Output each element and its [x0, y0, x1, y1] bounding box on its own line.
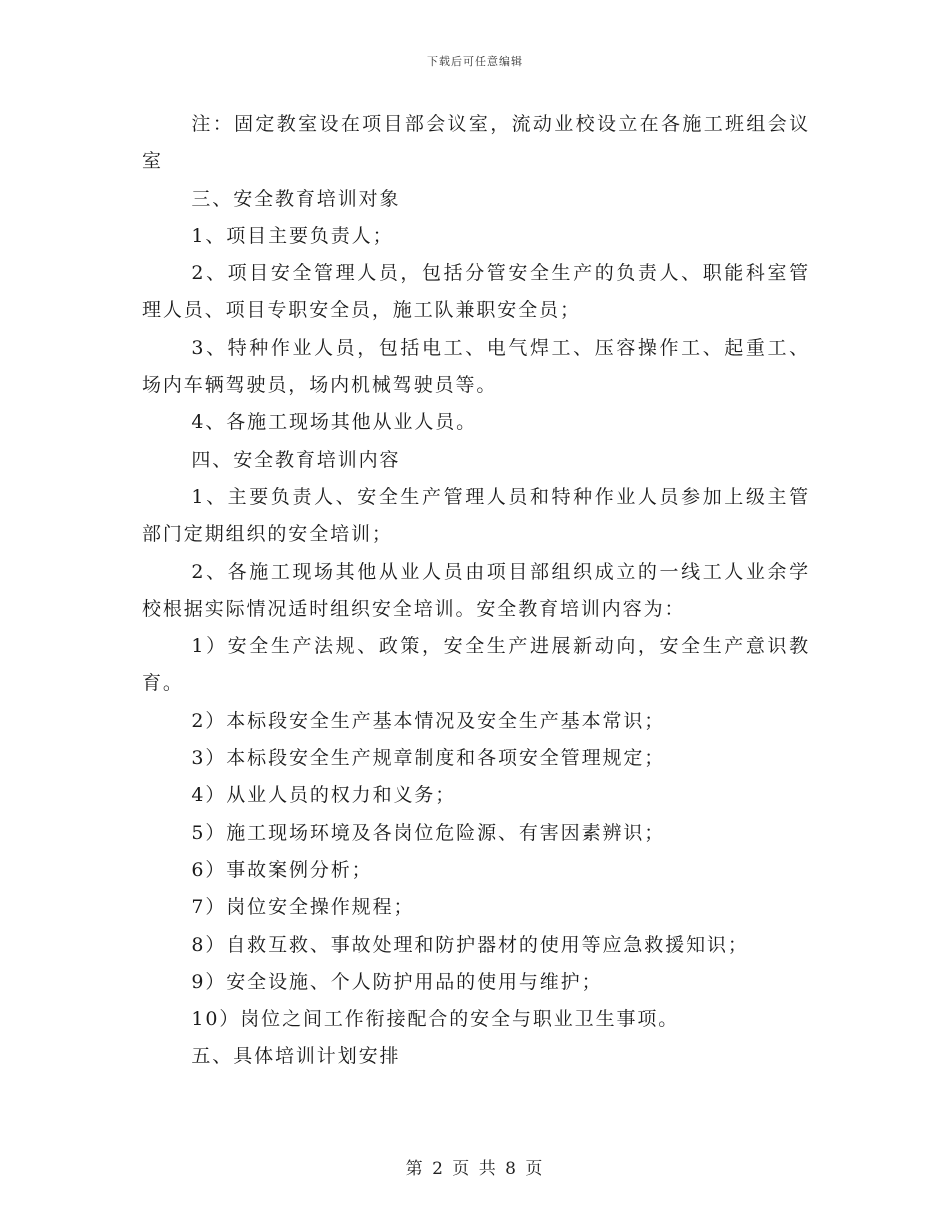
- section-heading-training-targets: 三、安全教育培训对象: [191, 187, 401, 210]
- sub-list-item: 3）本标段安全生产规章制度和各项安全管理规定；: [191, 747, 666, 770]
- list-item: 2、项目安全管理人员，包括分管安全生产的负责人、职能科室管理人员、项目专职安全员，施工队兼职安全员；: [142, 262, 810, 322]
- list-item: 1、项目主要负责人；: [191, 224, 394, 247]
- document-body: [142, 106, 810, 1076]
- list-item: 1、主要负责人、安全生产管理人员和特种作业人员参加上级主管部门定期组织的安全培训；: [142, 485, 810, 546]
- sub-list-item: 10）岗位之间工作衔接配合的安全与职业卫生事项。: [191, 1008, 680, 1031]
- list-item: 3、特种作业人员，包括电工、电气焊工、压容操作工、起重工、场内车辆驾驶员，场内机械驾驶员等。: [142, 336, 810, 397]
- page-header: 下载后可任意编辑: [427, 55, 523, 68]
- sub-list-item: 1）安全生产法规、政策，安全生产进展新动向，安全生产意识教育。: [142, 635, 810, 695]
- list-item: 4、各施工现场其他从业人员。: [191, 411, 478, 434]
- section-heading-training-content: 四、安全教育培训内容: [191, 448, 401, 471]
- sub-list-item: 9）安全设施、个人防护用品的使用与维护；: [191, 970, 603, 993]
- list-item: 2、各施工现场其他从业人员由项目部组织成立的一线工人业余学校根据实际情况适时组织安全培训。安全教育培训内容为：: [142, 560, 810, 620]
- note-paragraph: 注：固定教室设在项目部会议室，流动业校设立在各施工班组会议室: [142, 113, 810, 173]
- sub-list-item: 4）从业人员的权力和义务；: [191, 784, 457, 807]
- sub-list-item: 8）自救互救、事故处理和防护器材的使用等应急救援知识；: [191, 933, 749, 956]
- sub-list-item: 6）事故案例分析；: [191, 858, 373, 881]
- sub-list-item: 5）施工现场环境及各岗位危险源、有害因素辨识；: [191, 821, 666, 844]
- page-number-footer: 第 2 页 共 8 页: [405, 1159, 545, 1179]
- sub-list-item: 7）岗位安全操作规程；: [191, 896, 415, 919]
- section-heading-training-schedule: 五、具体培训计划安排: [191, 1045, 401, 1068]
- sub-list-item: 2）本标段安全生产基本情况及安全生产基本常识；: [191, 709, 666, 732]
